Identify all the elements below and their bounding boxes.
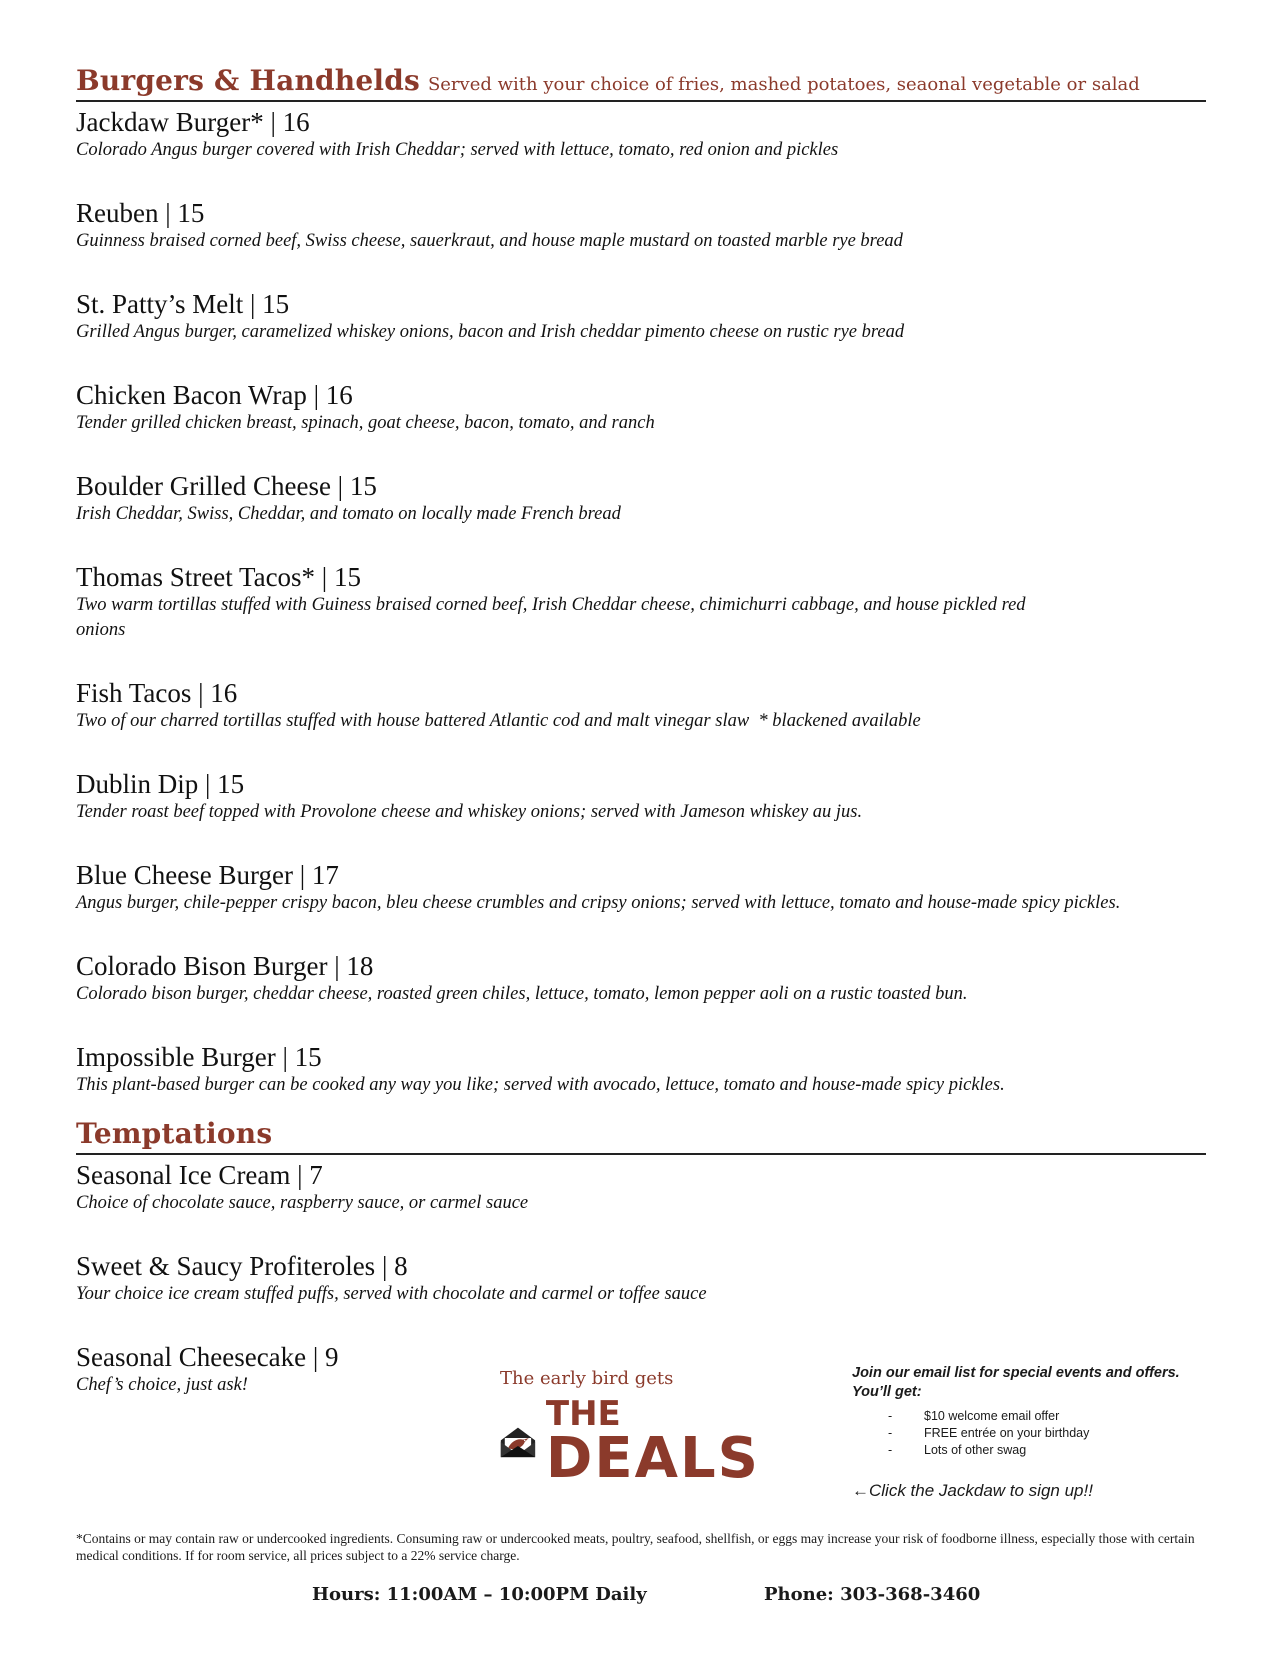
- menu-item: [76, 1250, 1206, 1307]
- hours-text: Hours: 11:00AM – 10:00PM Daily: [312, 1584, 647, 1605]
- menu-item-description: Tender roast beef topped with Provolone cheese and whiskey onions; served with Jameson whiskey au jus.: [76, 802, 863, 822]
- menu-item-description: Two of our charred tortillas stuffed with house battered Atlantic cod and malt vinegar slaw * blackened available: [76, 711, 921, 731]
- menu-item-description: This plant-based burger can be cooked any way you like; served with avocado, lettuce, tomato and house-made spicy pickles.: [76, 1075, 1005, 1095]
- menu-item-title: Jackdaw Burger* | 16: [76, 107, 310, 137]
- menu-item-title: Sweet & Saucy Profiteroles | 8: [76, 1251, 408, 1281]
- promo-tagline: The early bird gets: [500, 1368, 674, 1389]
- phone-text: Phone: 303-368-3460: [764, 1584, 981, 1605]
- menu-item-description: Guinness braised corned beef, Swiss cheese, sauerkraut, and house maple mustard on toasted marble rye bread: [76, 231, 903, 251]
- menu-item-description: Your choice ice cream stuffed puffs, served with chocolate and carmel or toffee sauce: [76, 1284, 707, 1304]
- menu-item-description: Angus burger, chile-pepper crispy bacon, bleu cheese crumbles and cripsy onions; served with lettuce, tomato and house-made spicy pickles.: [76, 893, 1121, 913]
- menu-item: [76, 1159, 1206, 1216]
- menu-item: [76, 288, 1206, 345]
- temptations-section: [76, 1117, 1206, 1398]
- list-item: - $10 welcome email offer: [888, 1409, 1060, 1423]
- menu-item-description: Irish Cheddar, Swiss, Cheddar, and tomato on locally made French bread: [76, 504, 621, 524]
- burgers-title: Burgers & Handhelds: [76, 64, 420, 97]
- menu-item: [76, 470, 1206, 527]
- deals-wordmark: [545, 1394, 760, 1491]
- menu-item-title: Reuben | 15: [76, 198, 205, 228]
- menu-item-description: Tender grilled chicken breast, spinach, goat cheese, bacon, tomato, and ranch: [76, 413, 655, 433]
- menu-item-description: Two warm tortillas stuffed with Guiness braised corned beef, Irish Cheddar cheese, chimichurri cabbage, and house pickled red onions: [76, 595, 1026, 640]
- email-benefits-list: [852, 1408, 1192, 1459]
- list-item: - FREE entrée on your birthday: [888, 1426, 1090, 1440]
- menu-item-description: Chef’s choice, just ask!: [76, 1375, 248, 1395]
- menu-item-title: Seasonal Ice Cream | 7: [76, 1160, 323, 1190]
- benefit-text: $10 welcome email offer: [924, 1409, 1060, 1423]
- early-bird-promo[interactable]: [500, 1368, 760, 1491]
- menu-item-description: Grilled Angus burger, caramelized whiskey onions, bacon and Irish cheddar pimento cheese on rustic rye bread: [76, 322, 905, 342]
- menu-item-title: Dublin Dip | 15: [76, 769, 245, 799]
- menu-item: [76, 677, 1206, 734]
- menu-item: [76, 197, 1206, 254]
- menu-item: [76, 768, 1206, 825]
- menu-item: [76, 1041, 1206, 1098]
- menu-item-title: Fish Tacos | 16: [76, 678, 238, 708]
- menu-item-title: Seasonal Cheesecake | 9: [76, 1342, 339, 1372]
- menu-item-title: Impossible Burger | 15: [76, 1042, 322, 1072]
- burgers-section: [76, 64, 1206, 1098]
- jackdaw-logo[interactable]: [500, 1394, 760, 1491]
- list-item: - Lots of other swag: [888, 1443, 1027, 1457]
- temptations-title: Temptations: [76, 1117, 273, 1150]
- email-heading: Join our email list for special events and offers. You’ll get:: [852, 1365, 1180, 1400]
- menu-item-title: Boulder Grilled Cheese | 15: [76, 471, 377, 501]
- benefit-text: FREE entrée on your birthday: [924, 1426, 1090, 1440]
- menu-item: [76, 106, 1206, 163]
- menu-item-title: Colorado Bison Burger | 18: [76, 951, 374, 981]
- menu-item-title: Thomas Street Tacos* | 15: [76, 562, 361, 592]
- burgers-subtitle: Served with your choice of fries, mashed potatoes, seaonal vegetable or salad: [427, 74, 1140, 95]
- allergen-footnote: *Contains or may contain raw or undercooked ingredients. Consuming raw or undercooked meats, poultry, seafood, shellfish, or eggs may increase your risk of foodborne illness, especially those with certain medical conditions. If for room service, all prices subject to a 22% service charge.: [76, 1531, 1195, 1563]
- email-signup-info: [852, 1364, 1192, 1501]
- menu-item-description: Choice of chocolate sauce, raspberry sauce, or carmel sauce: [76, 1193, 529, 1213]
- deals-text: DEALS: [545, 1426, 760, 1491]
- menu-item: [76, 561, 1206, 643]
- benefit-text: Lots of other swag: [924, 1443, 1027, 1457]
- menu-item-title: St. Patty’s Melt | 15: [76, 289, 290, 319]
- menu-item-description: Colorado bison burger, cheddar cheese, roasted green chiles, lettuce, tomato, lemon pepper aoli on a rustic toasted bun.: [76, 984, 968, 1004]
- menu-item: [76, 379, 1206, 436]
- menu-item-description: Colorado Angus burger covered with Irish Cheddar; served with lettuce, tomato, red onion and pickles: [76, 140, 839, 160]
- menu-item: [76, 859, 1206, 916]
- menu-item-title: Blue Cheese Burger | 17: [76, 860, 339, 890]
- temptations-header: [76, 1117, 1206, 1155]
- jackdaw-envelope-icon[interactable]: [500, 1402, 536, 1482]
- burgers-header: [76, 64, 1206, 102]
- deals-the-text: THE: [545, 1394, 621, 1434]
- menu-item: [76, 950, 1206, 1007]
- menu-item-title: Chicken Bacon Wrap | 16: [76, 380, 353, 410]
- signup-cta: ←Click the Jackdaw to sign up!!: [852, 1481, 1093, 1500]
